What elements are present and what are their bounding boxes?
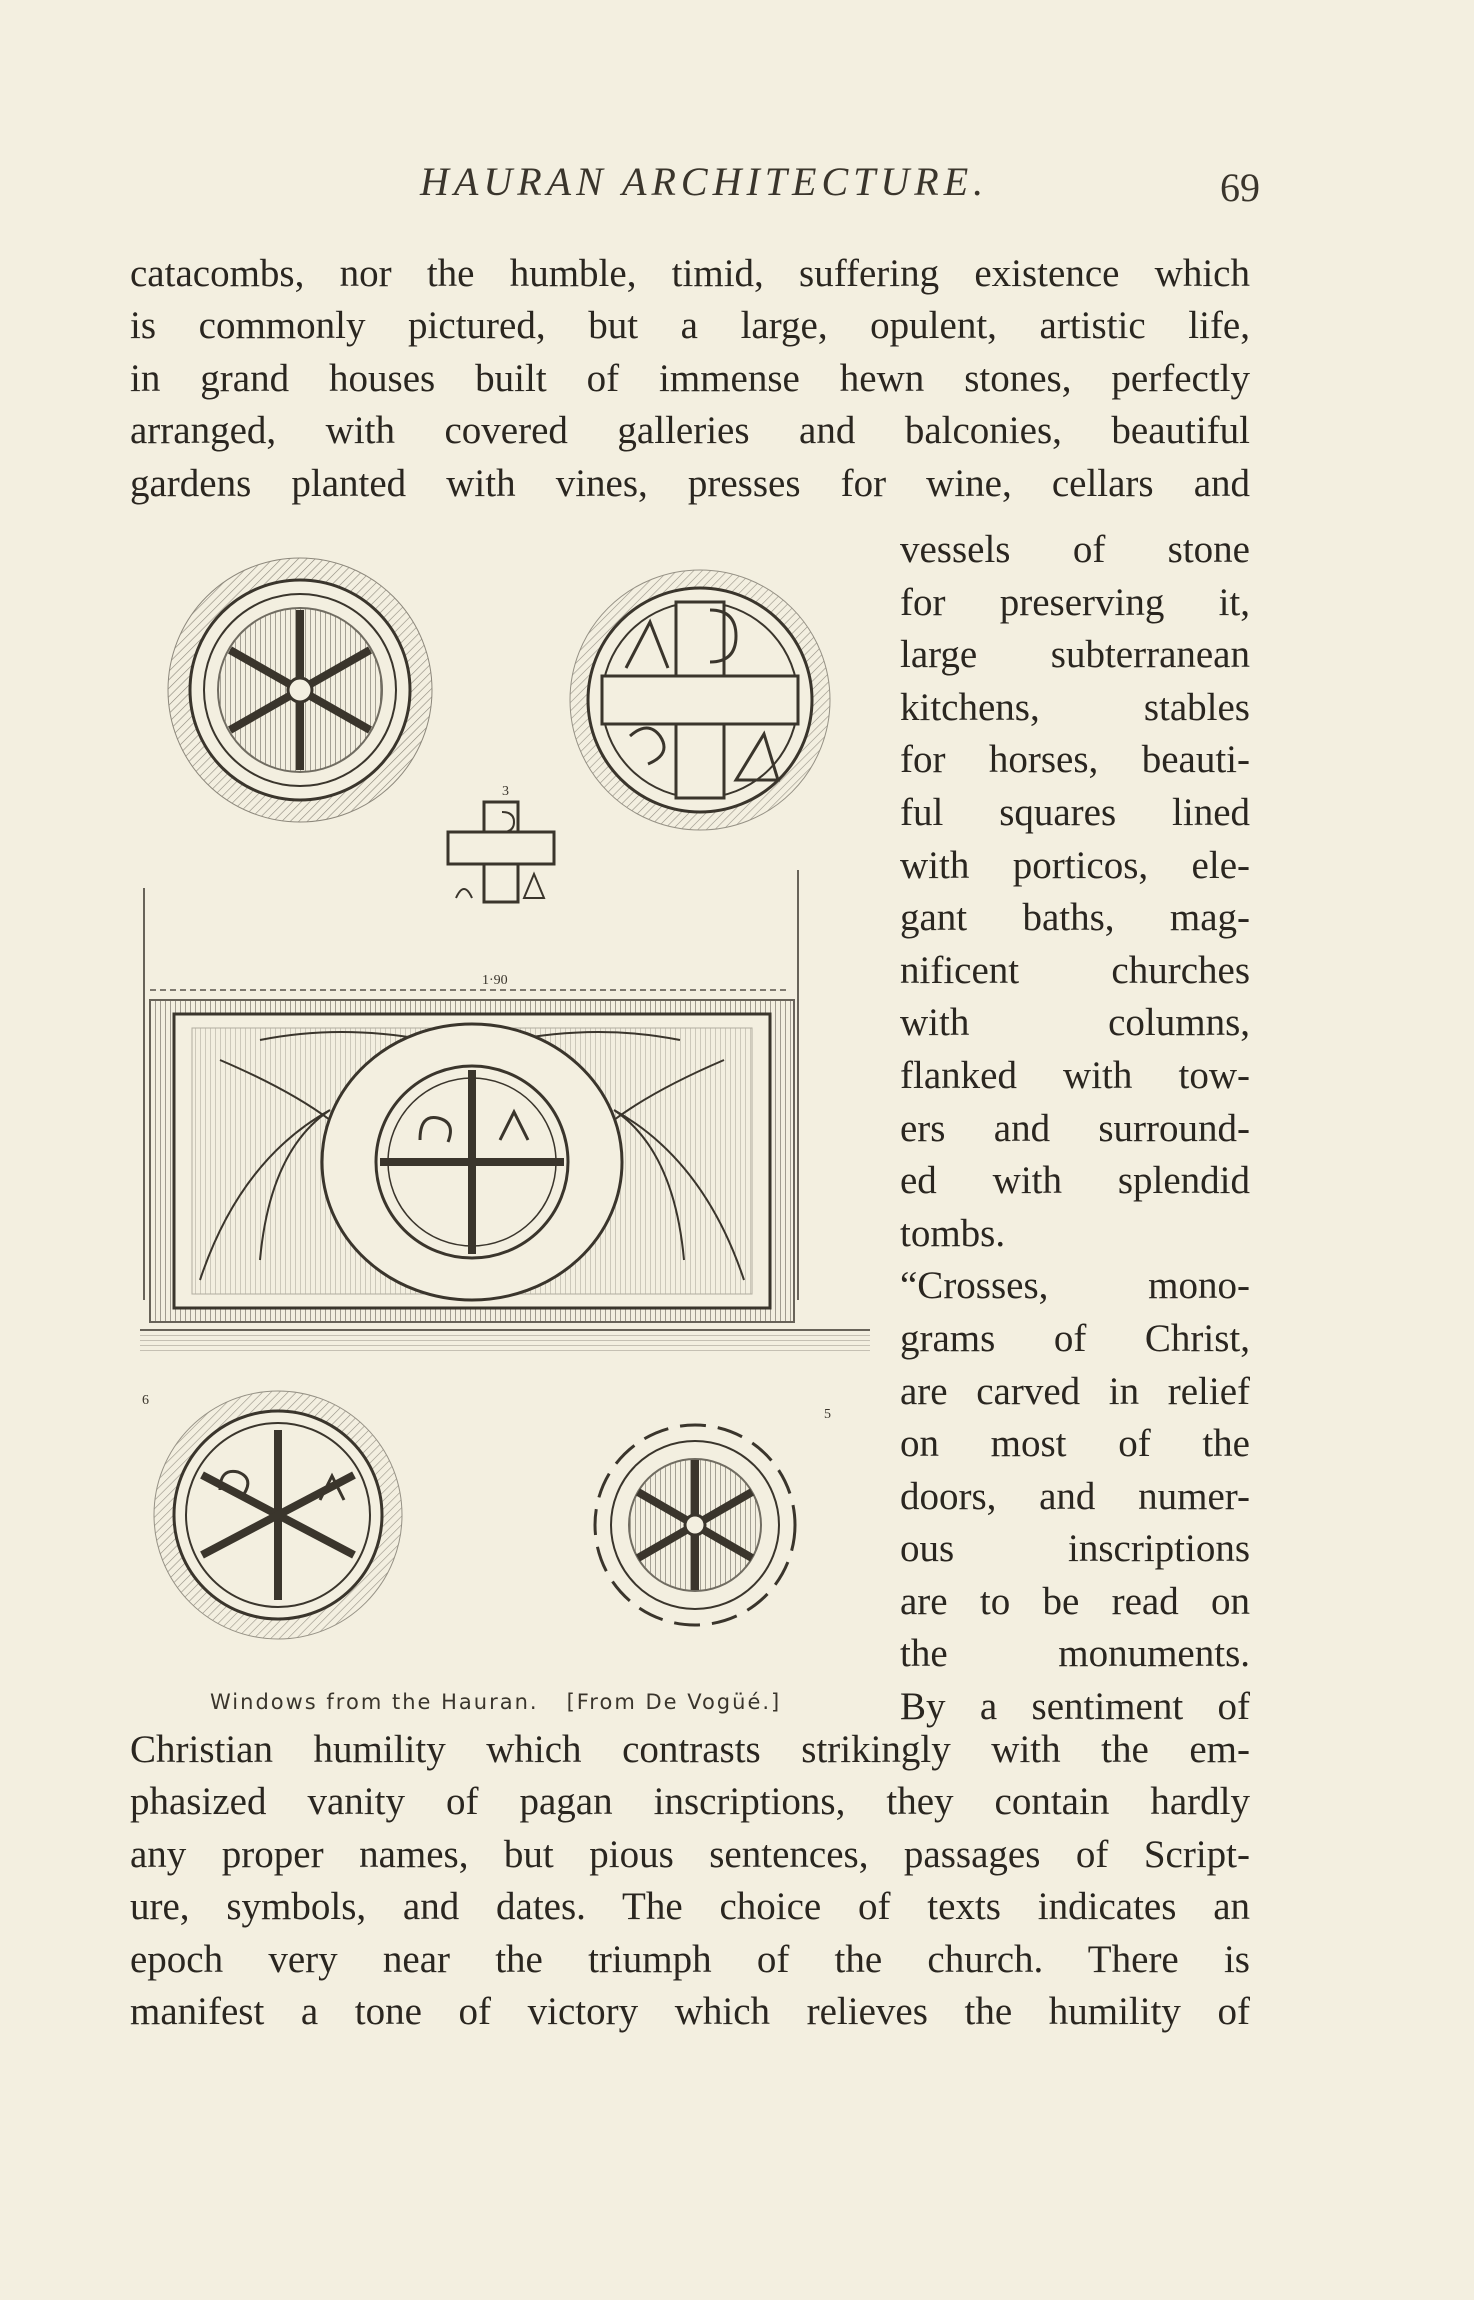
text-line: gant baths, mag-: [900, 896, 1250, 940]
window-1: [168, 558, 432, 822]
window-6: [142, 1391, 402, 1639]
text-line: are carved in relief: [900, 1369, 1250, 1413]
svg-text:3: 3: [502, 784, 509, 799]
text-line: ful squares lined: [900, 790, 1250, 834]
svg-text:5: 5: [824, 1407, 831, 1422]
text-line: the monuments.: [900, 1632, 1250, 1676]
text-line: gardens planted with vines, presses for wine, cellars and: [130, 461, 1250, 505]
text-line: ure, symbols, and dates. The choice of texts indicates an: [130, 1885, 1250, 1929]
text-line: for preserving it,: [900, 580, 1250, 624]
window-2: [570, 570, 830, 830]
figure-caption: [210, 1690, 830, 1714]
window-3-cross: [448, 784, 554, 902]
text-line: manifest a tone of victory which relieves the humility of: [130, 1990, 1250, 2034]
text-line: on most of the: [900, 1422, 1250, 1466]
caption-text: Windows from the Hauran.: [210, 1690, 539, 1714]
svg-text:6: 6: [142, 1393, 149, 1408]
text-line: large subterranean: [900, 633, 1250, 677]
text-line: in grand houses built of immense hewn stones, perfectly: [130, 356, 1250, 400]
text-line: grams of Christ,: [900, 1316, 1250, 1360]
text-line: arranged, with covered galleries and balconies, beautiful: [130, 409, 1250, 453]
text-line: “Crosses, mono-: [900, 1264, 1250, 1308]
window-4-panel: [140, 870, 870, 1352]
window-5: [595, 1407, 831, 1625]
text-line: phasized vanity of pagan inscriptions, they contain hardly: [130, 1780, 1250, 1824]
text-line: is commonly pictured, but a large, opulent, artistic life,: [130, 304, 1250, 348]
text-line: flanked with tow-: [900, 1053, 1250, 1097]
bottom-paragraph: [130, 1724, 1250, 2038]
dimension-label: 1·90: [482, 973, 508, 988]
window-engravings: [130, 540, 880, 1680]
text-line: epoch very near the triumph of the church. There is: [130, 1937, 1250, 1981]
text-line: with porticos, ele-: [900, 843, 1250, 887]
top-paragraph: [130, 248, 1250, 510]
text-line: vessels of stone: [900, 528, 1250, 571]
text-line: doors, and numer-: [900, 1474, 1250, 1518]
text-line: are to be read on: [900, 1579, 1250, 1623]
text-line: for horses, beauti-: [900, 738, 1250, 782]
text-line: with columns,: [900, 1001, 1250, 1045]
side-column-text: [900, 524, 1250, 1734]
text-line: any proper names, but pious sentences, passages of Script-: [130, 1832, 1250, 1876]
text-line: catacombs, nor the humble, timid, suffering existence which: [130, 252, 1250, 295]
text-line: ers and surround-: [900, 1106, 1250, 1150]
text-line: Christian humility which contrasts strikingly with the em-: [130, 1728, 1250, 1771]
windows-illustration: [130, 540, 880, 1730]
page-header: [130, 158, 1260, 218]
text-line: nificent churches: [900, 948, 1250, 992]
text-line: ed with splendid: [900, 1159, 1250, 1203]
text-line: tombs.: [900, 1211, 1006, 1255]
text-line: By a sentiment of: [900, 1685, 1250, 1729]
running-head: HAURAN ARCHITECTURE.: [420, 159, 989, 204]
text-line: kitchens, stables: [900, 685, 1250, 729]
caption-credit: [From De Vogüé.]: [566, 1690, 782, 1714]
text-line: ous inscriptions: [900, 1527, 1250, 1571]
page-number: 69: [1220, 165, 1260, 210]
